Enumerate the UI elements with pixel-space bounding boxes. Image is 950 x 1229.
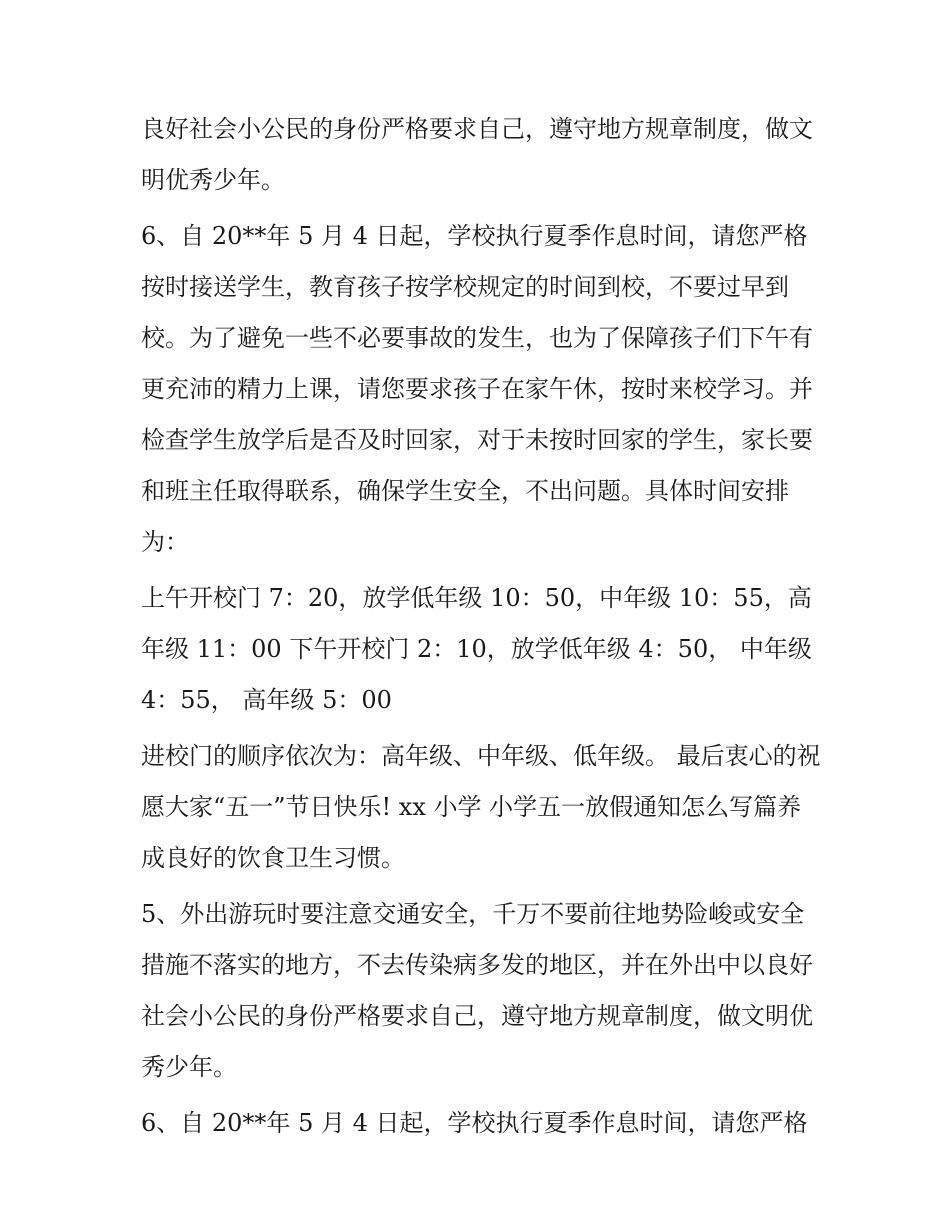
paragraph-5: 5、外出游玩时要注意交通安全，千万不要前往地势险峻或安全措施不落实的地方，不去传染病多发的地区，并在外出中以良好社会小公民的身份严格要求自己，遵守地方规章制度，做文明优秀少年。 bbox=[141, 900, 813, 1081]
paragraph-2: 6、自 20**年 5 月 4 日起，学校执行夏季作息时间，请您严格按时接送学生，教育孩子按学校规定的时间到校，不要过早到校。为了避免一些不必要事故的发生，也为了保障孩子们下午有更充沛的精力上课，请您要求孩子在家午休，按时来校学习。并检查学生放学后是否及时回家，对于未按时回家的学生，家长要和班主任取得联系，确保学生安全，不出问题。具体时间安排为： bbox=[141, 222, 813, 556]
paragraph-3: 上午开校门 7：20，放学低年级 10：50，中年级 10：55，高年级 11：00 下午开校门 2：10，放学低年级 4：50， 中年级 4：55， 高年级 5：00 bbox=[141, 584, 820, 714]
paragraph-4: 进校门的顺序依次为：高年级、中年级、低年级。 最后衷心的祝愿大家“五一”节日快乐! xx 小学 小学五一放假通知怎么写篇养成良好的饮食卫生习惯。 bbox=[141, 742, 821, 872]
paragraph-6: 6、自 20**年 5 月 4 日起，学校执行夏季作息时间，请您严格 bbox=[141, 1109, 808, 1137]
document-body bbox=[141, 104, 821, 1154]
paragraph-1: 良好社会小公民的身份严格要求自己，遵守地方规章制度，做文明优秀少年。 bbox=[141, 115, 813, 194]
